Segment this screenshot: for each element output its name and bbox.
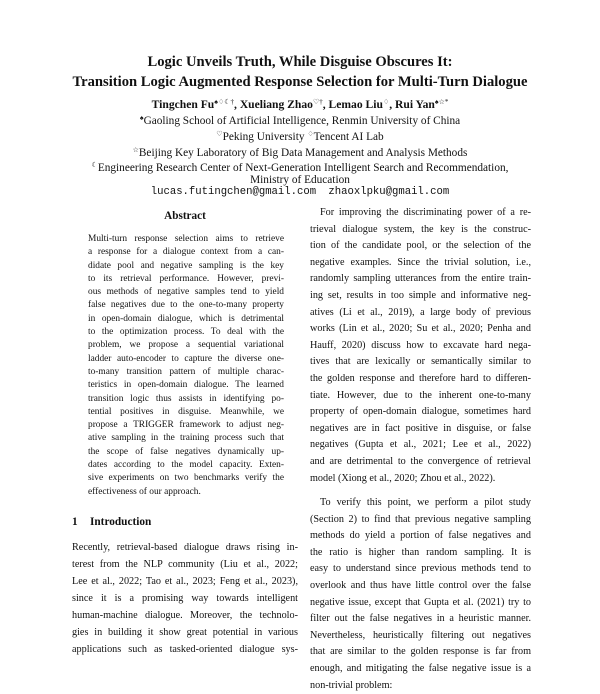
abstract-line: ladder auto-encoder to capture the diverse one- xyxy=(88,353,284,364)
affiliation-line: ♠Gaoling School of Artificial Intelligence, Renmin University of China xyxy=(139,114,461,127)
abstract-line: to the optimization process. To deal with the xyxy=(88,327,284,338)
author-emails xyxy=(40,186,560,199)
abstract-line: the scope of false negatives dynamically up- xyxy=(88,446,284,457)
abstract-line: Multi-turn response selection aims to retrieve xyxy=(88,234,284,244)
body-line: tives that are lexically or semantically similar to xyxy=(310,356,531,368)
abstract-line: transition logic thus assists in identifying po- xyxy=(88,393,284,404)
abstract-line: effectiveness of our approach. xyxy=(88,486,201,497)
abstract-line: in open-domain dialogue, which is detrimental xyxy=(88,313,284,324)
body-line: the ratio is higher than random sampling. It is xyxy=(310,546,531,558)
body-line: trieval dialogue system, the key is the construc- xyxy=(310,223,531,235)
introduction-body xyxy=(72,539,298,658)
affiliation-line: ☆Beijing Key Laboratory of Big Data Management and Analysis Methods xyxy=(132,146,468,159)
abstract-line: ative sampling in the training process such that xyxy=(88,433,284,444)
abstract-line: sive experiments on two benchmarks verify the xyxy=(88,473,284,484)
author-name: Rui Yan xyxy=(395,98,435,111)
affiliation-line: Ministry of Education xyxy=(250,174,350,186)
abstract-line: tential positives in disguise. Meanwhile, we xyxy=(88,406,284,417)
body-line: and are detrimental to the convergence of retrieval xyxy=(310,455,531,467)
affiliation-mark: ☆ xyxy=(132,146,139,154)
author-name: Xueliang Zhao xyxy=(239,98,313,111)
affiliation-mark: ♢ xyxy=(307,130,314,138)
body-line: filter out the false negatives in a heuristic manner. xyxy=(310,613,531,625)
body-line: Nevertheless, heuristically filtering out negatives xyxy=(310,629,531,641)
abstract-line: ous methods of negative samples tend to yield xyxy=(88,287,284,298)
body-line: For improving the discriminating power of a re- xyxy=(320,207,531,218)
intro-line: applications such as tasked-oriented dialogue sys- xyxy=(72,644,298,655)
body-line: negatives (Gupta et al., 2021; Lee et al., 2022) xyxy=(310,439,531,451)
abstract-line: didate pool and negative sampling is the key xyxy=(88,260,284,271)
body-line: randomly sampling utterances from the entire train- xyxy=(310,273,531,285)
author-name: Tingchen Fu xyxy=(151,98,215,111)
body-line: tion of the candidate pool, or the selection of the xyxy=(310,240,531,252)
right-paragraph-2 xyxy=(310,495,531,694)
intro-line: terest from the NLP community (Liu et al., 2022; xyxy=(72,559,298,570)
abstract-body xyxy=(88,233,284,499)
affiliation-line: ☾Engineering Research Center of Next-Generation Intelligent Search and Recommendation, xyxy=(91,161,509,174)
author-marks: ♢ xyxy=(382,98,390,106)
body-line: works (Lin et al., 2020; Su et al., 2020; Penha and xyxy=(310,323,531,335)
body-line: (Section 2) to find that previous negative sampling xyxy=(310,513,531,525)
intro-line: Recently, retrieval-based dialogue draws rising in- xyxy=(72,542,298,553)
body-line: tiate. However, due to the inherent one-to-many xyxy=(310,389,531,401)
abstract-heading: Abstract xyxy=(164,210,206,222)
affiliation-line: ♡Peking University ♢Tencent AI Lab xyxy=(216,130,384,143)
right-paragraph-1 xyxy=(310,205,531,487)
affiliation-mark: ♠ xyxy=(139,114,144,122)
abstract-line: to its retrieval performance. However, previ- xyxy=(88,273,284,284)
abstract-line: problem, we propose a sequential variational xyxy=(88,340,284,351)
body-line: negative examples. Since the trivial solution, i.e., xyxy=(310,256,531,268)
body-line: non-trivial problem: xyxy=(310,679,393,691)
paper-title-line-1: Logic Unveils Truth, While Disguise Obscures It: xyxy=(147,54,453,70)
body-line: atives (Li et al., 2019), a large body of previous xyxy=(310,306,531,318)
author-marks: ♠♢☾† xyxy=(214,98,235,106)
body-line: easy to understand since previous methods tend to xyxy=(310,563,531,575)
body-line: Hauff, 2020) discuss how to excavate hard nega- xyxy=(310,339,531,351)
author-list: Tingchen Fu♠♢☾†, Xueliang Zhao♡†, Lemao Liu♢, Rui Yan♠☆* xyxy=(151,98,449,111)
abstract-line: a response for a dialogue context from a can- xyxy=(88,247,284,258)
abstract-line: dates according to the model capacity. Exten- xyxy=(88,460,284,471)
section-heading-introduction xyxy=(72,516,151,528)
affiliation-mark: ☾ xyxy=(91,161,98,169)
intro-line: human-machine dialogue. Moreover, the technolo- xyxy=(72,610,298,621)
abstract-line: teristics in open-domain dialogue. The learned xyxy=(88,380,284,391)
author-name: Lemao Liu xyxy=(328,98,383,111)
abstract-line: false negatives due to the one-to-many property xyxy=(88,300,284,311)
intro-line: since it is a promising way towards intelligent xyxy=(72,593,298,604)
abstract-line: propose a TRIGGER framework to adjust neg- xyxy=(88,420,284,431)
email-address: lucas.futingchen@gmail.com xyxy=(150,186,317,198)
email-address: zhaoxlpku@gmail.com xyxy=(328,186,450,198)
affiliation-mark: ♡ xyxy=(216,130,223,138)
body-line: that are similar to the golden response is far from xyxy=(310,646,531,658)
body-line: property of open-domain dialogue, sometimes hard xyxy=(310,406,531,418)
abstract-line: to-many transition pattern of multiple charac- xyxy=(88,366,284,377)
body-line: overlook and thus have little control over the false xyxy=(310,580,531,592)
intro-line: Lee et al., 2022; Tao et al., 2023; Feng et al., 2023), xyxy=(72,576,298,587)
body-line: negatives are in fact positive in disguise, or false xyxy=(310,422,531,434)
body-line: model (Xiong et al., 2020; Zhou et al., 2022). xyxy=(310,472,496,484)
body-line: methods do yield a portion of false negatives and xyxy=(310,530,531,542)
body-line: negative issue, except that Gupta et al. (2021) try to xyxy=(310,596,531,608)
section-title: Introduction xyxy=(90,516,152,528)
body-line: the golden response and therefore hard to differen- xyxy=(310,372,531,384)
body-line: To verify this point, we perform a pilot study xyxy=(320,497,531,509)
paper-title-line-2: Transition Logic Augmented Response Selection for Multi-Turn Dialogue xyxy=(72,74,528,90)
body-line: enough, and mitigating the false negative issue is a xyxy=(310,663,531,675)
right-column xyxy=(310,205,531,694)
author-marks: ♠☆* xyxy=(434,98,449,106)
author-marks: ♡† xyxy=(312,98,323,106)
body-line: ing set, results in too simple and informative neg- xyxy=(310,289,531,301)
section-number: 1 xyxy=(72,516,78,528)
intro-line: gies in building it show great potential in various xyxy=(72,627,298,638)
